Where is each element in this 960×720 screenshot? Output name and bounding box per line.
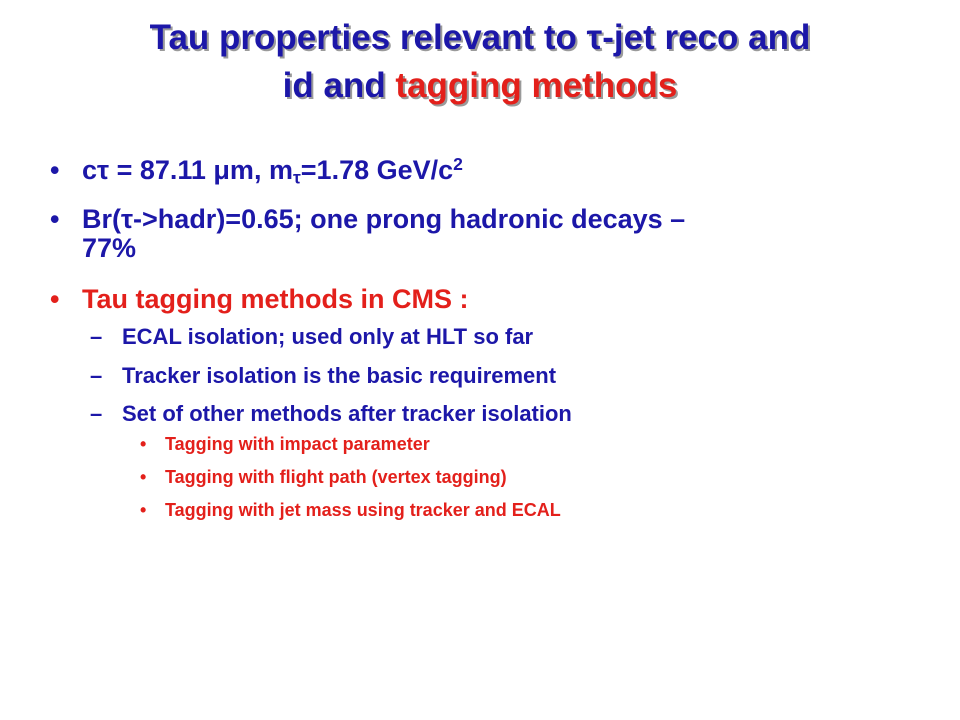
bullet-2-text (82, 205, 932, 263)
bullet-2-line-2: 77% (82, 233, 137, 263)
title-line-2-part-2: tagging methods (395, 66, 678, 105)
title-line-2-part-1: id and (282, 66, 396, 105)
slide-title (0, 14, 960, 110)
bullet-1-text (82, 154, 932, 188)
sub-bullet-2-text: Tracker isolation is the basic requirement (122, 363, 557, 388)
bullet-1-subscript: τ (292, 167, 301, 188)
sub-bullet-dash: – (90, 401, 103, 426)
bullet-3 (50, 285, 930, 317)
bullet-2 (50, 205, 930, 267)
bullet-dot: • (50, 284, 60, 314)
bullet-3-text: Tau tagging methods in CMS : (82, 284, 469, 314)
title-line-2 (0, 62, 960, 110)
bullet-1-mid: =1.78 GeV/c (300, 155, 454, 185)
sub-sub-bullet-dot: • (140, 434, 147, 454)
bullet-1-superscript: 2 (453, 154, 463, 175)
sub-bullet-dash: – (90, 363, 103, 388)
sub-sub-bullet-dot: • (140, 500, 147, 520)
sub-bullet-3-text: Set of other methods after tracker isolation (122, 401, 572, 426)
title-line-1: Tau properties relevant to τ-jet reco and (149, 18, 811, 57)
bullet-2-line-1: Br(τ->hadr)=0.65; one prong hadronic decays – (82, 204, 686, 234)
bullet-dot: • (50, 155, 60, 185)
sub-sub-bullet-3-text: Tagging with jet mass using tracker and ECAL (165, 500, 561, 520)
sub-sub-bullet-1-text: Tagging with impact parameter (165, 434, 430, 454)
sub-bullet-1-text: ECAL isolation; used only at HLT so far (122, 324, 534, 349)
bullet-1 (50, 156, 930, 188)
sub-sub-bullet-dot: • (140, 467, 147, 487)
bullet-1-prefix: cτ = 87.11 μm, m (82, 155, 293, 185)
bullet-dot: • (50, 204, 60, 234)
sub-sub-bullet-2-text: Tagging with flight path (vertex tagging) (165, 467, 507, 487)
sub-bullet-dash: – (90, 324, 103, 349)
